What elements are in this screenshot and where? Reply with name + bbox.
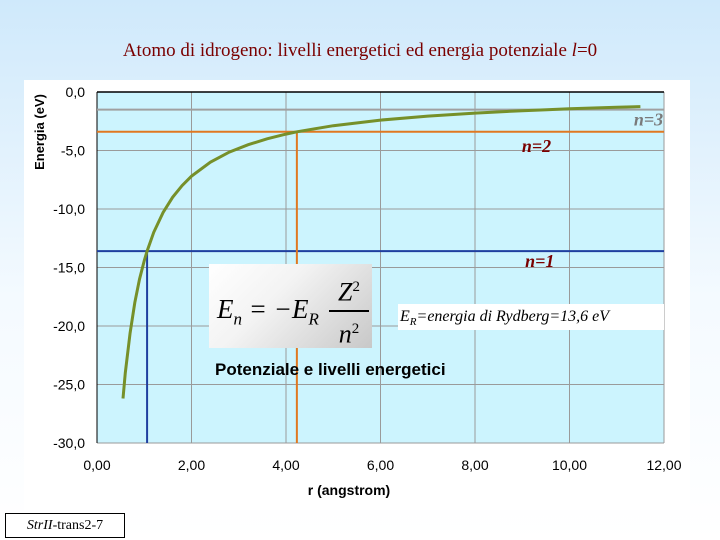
slide-title-l: l — [571, 40, 577, 61]
y-tick-label: 0,0 — [65, 84, 85, 100]
level-label-2: n=2 — [521, 135, 552, 156]
formula-z: Z — [338, 277, 353, 307]
formula-denominator — [329, 314, 369, 350]
formula-fraction — [329, 272, 369, 349]
x-axis-label: r (angstrom) — [307, 482, 391, 498]
y-tick-label: -10,0 — [53, 201, 85, 217]
formula-den-exp: 2 — [351, 320, 360, 337]
y-tick-label: -30,0 — [53, 435, 85, 451]
formula-numerator — [329, 272, 369, 308]
rydberg-note — [398, 304, 664, 330]
slide-title — [0, 40, 720, 62]
slide-title-eq: =0 — [576, 40, 598, 61]
formula-z-exp: 2 — [352, 279, 360, 295]
y-axis-label: Energia (eV) — [32, 94, 47, 170]
x-tick-label: 0,00 — [83, 457, 111, 473]
x-tick-label: 2,00 — [177, 457, 206, 473]
formula-fraction-bar — [329, 310, 369, 312]
x-tick-label: 12,00 — [646, 457, 682, 473]
formula-e: E — [217, 294, 234, 324]
formula-n-sub: n — [233, 309, 242, 329]
level-label-3: n=3 — [633, 109, 664, 130]
x-tick-label: 10,00 — [551, 457, 588, 473]
y-tick-label: -15,0 — [53, 259, 85, 276]
slide-ref-rest: -trans2-7 — [52, 518, 104, 533]
x-tick-label: 4,00 — [272, 457, 300, 473]
y-tick-label: -25,0 — [53, 376, 85, 393]
slide-ref-italic: StrII — [26, 518, 53, 533]
level-label-1: n=1 — [525, 251, 555, 272]
y-tick-label: -20,0 — [53, 318, 85, 334]
rydberg-e: E — [400, 308, 410, 325]
rydberg-sub: R — [409, 316, 417, 329]
x-tick-label: 8,00 — [461, 457, 489, 473]
rydberg-text: =energia di Rydberg=13,6 eV — [416, 308, 610, 325]
formula-eq: = −E — [242, 294, 309, 324]
slide-title-text: Atomo di idrogeno: livelli energetici ed energia potenziale — [122, 40, 572, 61]
formula-den-n: n — [338, 319, 352, 349]
chart-subtitle: Potenziale e livelli energetici — [215, 360, 446, 379]
energy-formula-box — [209, 264, 372, 348]
formula-r-sub: R — [308, 309, 319, 329]
slide-reference — [5, 513, 125, 538]
y-tick-label: -5,0 — [60, 142, 85, 159]
x-tick-label: 6,00 — [366, 457, 395, 473]
formula-lhs — [217, 294, 319, 329]
